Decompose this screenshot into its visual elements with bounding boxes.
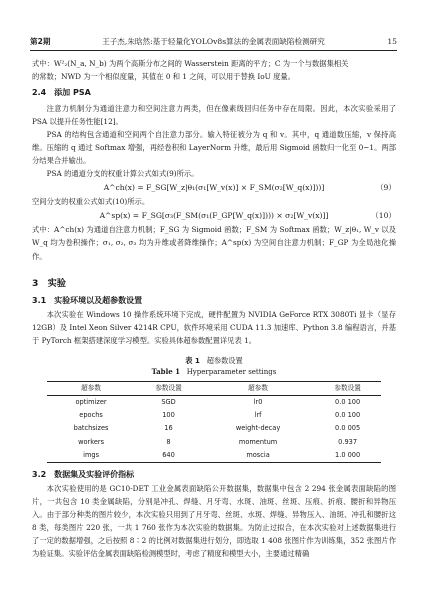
table-cell: 1.0 000 [335,450,361,459]
header-rule [30,50,397,51]
table-title-cn: 超参数设置 [206,355,243,365]
table-caption-cn [32,355,396,366]
running-header [30,36,397,48]
table-cell: imgs [83,450,100,459]
equation-10-number: （10） [371,211,396,221]
table-cell: 100 [162,411,175,420]
paragraph: PSA 的结构包含通道和空间两个自注意力部分。输入特征被分为 q 和 v。其中，q 通道数压缩，v 保持高维。压缩的 q 通过 Softmax 增强，再经卷积和 LayerNorm 升维，最后用 Sigmoid 函数归一化至 0~1。两部分结果合并输出。 [32,130,396,166]
equation-9-number: （9） [375,183,396,193]
section-heading-3-2: 3.2 数据集及实验评价指标 [32,469,135,479]
body-text [32,57,396,560]
table-row [47,422,381,435]
table-cell: lr0 [253,397,263,406]
table-header-cell: 参数设置 [334,383,361,392]
paragraph: 式中：A^ch(x) 为通道自注意力机制；F_SG 为 Sigmoid 函数；F_SM 为 Softmax 函数；W_z|θ₁, W_v 以及 W_q 均为卷积操作；σ₁, σ₂, σ₃ 均为升维或者降维操作；A^sp(x) 为空间自注意力机制；F_GP 为全局池化操作。 [32,225,396,261]
table-cell: batchsizes [73,424,109,433]
table-row [47,395,381,409]
table-header-cell: 超参数 [248,383,268,392]
table-label-cn: 表 1 [185,355,200,365]
table-cell: epochs [79,411,103,420]
page-number: 15 [387,37,397,46]
table-cell: 640 [162,450,175,459]
intro-line: 式中：W²₂(N_a, N_b) 为两个高斯分布之间的 Wasserstein 距离的平方；C 为一个与数据集相关 [32,59,349,68]
equation-9-body: A^ch(x) = F_SG[W_z|θ₁(σ₁[W_v(x)] × F_SM(σ₂[W_q(x)]))] [103,183,325,193]
table-header-row [47,381,381,395]
table-row [47,435,381,448]
equation-10 [32,208,396,223]
table-cell: lrf [254,411,262,420]
equation-9 [32,180,396,195]
table-row [47,409,381,422]
section-heading-3-1: 3.1 实验环境以及超参数设置 [32,295,143,305]
section-heading-2-4: 2.4 添加 PSA [32,88,91,98]
table-cell: SGD [161,397,176,406]
table-caption-en [32,366,396,378]
paragraph: PSA 的通道分支的权重计算公式如式(9)所示。 [46,169,199,179]
table-cell: moscia [246,450,270,459]
table-cell: workers [78,437,105,446]
table-cell: weight-decay [235,424,281,433]
table-label-en: Table 1 [151,366,180,376]
paragraph: 本次实验使用的是 GC10-DET 工业金属表面缺陷公开数据集，数据集中包含 2 294 张金属表面缺陷的图片，一共包含 10 类金属缺陷，分别是冲孔、焊缝、月牙弯、水斑、油斑、丝斑、压痕、折痕、腰折和异物压入。由于部分种类的图片较少，本次实验只用到了月牙弯、丝斑、水斑、焊缝、异物压入、油斑、冲孔和腰折这 8 类，每类图片 220 张，一共 1 760 张作为本次实验的数据集。为防止过拟合，在本次实验对上述数据集进行了一定的数据增强，之后按照 8∶2 的比例对数据集进行划分，即选取 1 408 张图片作为训练集，352 张图片作为验证集。实验评估金属表面缺陷检测模型时，考虑了精度和模型大小，主要通过精确 [32,483,396,559]
table-row [47,449,381,463]
paragraph: 本次实验在 Windows 10 操作系统环境下完成，硬件配置为 NVIDIA GeForce RTX 3080Ti 显卡（显存 12GB）及 Intel Xeon Silver 4214R CPU，软件环境采用 CUDA 11.3 加速库、Python 3.8 编程语言，并基于 PyTorch 框架搭建深度学习模型。实验具体超参数配置详见表 1。 [32,309,397,345]
intro-line: 的常数；NWD 为一个相似度量，其值在 0 和 1 之间，可以用于替换 IoU 度量。 [32,72,295,82]
table-cell: 0.937 [338,437,358,446]
table-cell: 0.0 100 [335,411,361,420]
paragraph: 空间分支的权重公式如式(10)所示。 [32,197,150,207]
table-cell: 0.0 100 [335,397,361,406]
table-header-cell: 参数设置 [155,383,182,392]
issue-label: 第2期 [30,37,51,46]
section-heading-3: 3 实验 [32,277,66,289]
table-cell: optimizer [75,397,107,406]
table-title-en: Hyperparameter settings [186,367,277,376]
table-cell: momentum [238,437,278,446]
running-title: 王子杰,朱晗然:基于轻量化YOLOv8s算法的金属表面缺陷检测研究 [102,37,325,46]
table-cell: 8 [166,437,171,446]
table-cell: 16 [164,424,173,433]
equation-10-body: A^sp(x) = F_SG[σ₃(F_SM(σ₁(F_GP[W_q(x)]))) × σ₂[W_v(x)]] [99,211,329,221]
table-cell: 0.0 005 [335,424,361,433]
table-header-cell: 超参数 [81,383,101,392]
paragraph: 注意力机制分为通道注意力和空间注意力两类，但在像素级回归任务中存在局限。因此，本次实验采用了 PSA 以提升任务性能[12]。 [32,104,396,127]
hyperparameter-table [47,381,381,463]
